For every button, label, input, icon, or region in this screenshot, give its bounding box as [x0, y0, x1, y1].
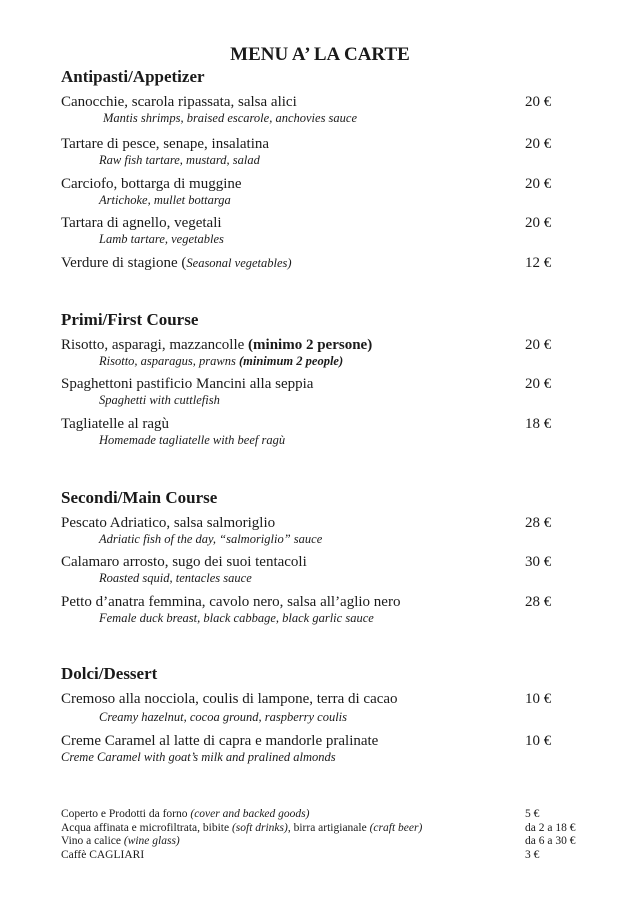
item-price: 18 € [525, 416, 552, 432]
item-price: 20 € [525, 176, 552, 192]
item-price: 10 € [525, 733, 552, 749]
menu-item [61, 93, 581, 126]
menu-item [61, 175, 581, 208]
item-price: 20 € [525, 376, 552, 392]
extras-price: da 2 a 18 € [525, 821, 576, 834]
item-price: 12 € [525, 255, 552, 271]
extras-list [61, 808, 581, 862]
min-persons-note: (minimo 2 persone) [248, 337, 373, 353]
item-name-it: Spaghettoni pastificio Mancini alla seppia [61, 376, 314, 392]
menu-item [61, 690, 581, 725]
item-name-en: Creme Caramel with goat’s milk and pralined almonds [61, 750, 336, 764]
item-price: 20 € [525, 94, 552, 110]
menu-item [61, 214, 581, 247]
menu-item [61, 375, 581, 408]
item-name-en: Mantis shrimps, braised escarole, anchovies sauce [103, 111, 358, 125]
item-name-it: Verdure di stagione (Seasonal vegetables) [61, 255, 292, 271]
item-price: 20 € [525, 337, 552, 353]
item-name-en-inline: Seasonal vegetables) [186, 256, 292, 270]
extras-row: Vino a calice (wine glass) da 6 a 30 € [61, 835, 576, 847]
item-price: 30 € [525, 554, 552, 570]
menu-item [61, 553, 581, 586]
min-people-note: (minimum 2 people) [238, 354, 344, 368]
section-title-secondi: Secondi/Main Course [61, 488, 218, 507]
item-price: 28 € [525, 594, 552, 610]
item-name-en: Raw fish tartare, mustard, salad [99, 153, 260, 167]
item-price: 20 € [525, 136, 552, 152]
extras-price: 5 € [525, 808, 540, 820]
item-name-en: Spaghetti with cuttlefish [99, 393, 220, 407]
item-name-en: Female duck breast, black cabbage, black garlic sauce [99, 611, 374, 625]
menu-item [61, 135, 581, 168]
extras-price: da 6 a 30 € [525, 835, 576, 847]
item-name-it: Petto d’anatra femmina, cavolo nero, salsa all’aglio nero [61, 594, 401, 610]
menu-item [61, 415, 581, 448]
extras-row: Acqua affinata e microfiltrata, bibite (soft drinks), birra artigianale (craft beer) da 2 a 18 € [61, 821, 576, 834]
extras-row: Coperto e Prodotti da forno (cover and backed goods) 5 € [61, 808, 540, 820]
extras-price: 3 € [525, 848, 540, 861]
item-name-it: Tartara di agnello, vegetali [61, 215, 222, 231]
item-name-it: Calamaro arrosto, sugo dei suoi tentacoli [61, 554, 307, 570]
item-name-it: Canocchie, scarola ripassata, salsa alici [61, 94, 297, 110]
item-name-en: Homemade tagliatelle with beef ragù [99, 433, 286, 447]
item-name-en: Roasted squid, tentacles sauce [99, 571, 252, 585]
item-name-en: Adriatic fish of the day, “salmoriglio” sauce [99, 532, 323, 546]
item-name-it: Tagliatelle al ragù [61, 416, 170, 432]
item-price: 28 € [525, 515, 552, 531]
item-name-it: Tartare di pesce, senape, insalatina [61, 136, 270, 152]
item-name-it: Risotto, asparagi, mazzancolle (minimo 2 persone) [61, 337, 373, 353]
item-name-en: Risotto, asparagus, prawns (minimum 2 people) [99, 354, 344, 368]
item-price: 20 € [525, 215, 552, 231]
menu-item [61, 514, 581, 547]
item-price: 10 € [525, 691, 552, 707]
section-title-dolci: Dolci/Dessert [61, 664, 158, 683]
item-name-it: Pescato Adriatico, salsa salmoriglio [61, 515, 276, 531]
section-title-primi: Primi/First Course [61, 310, 199, 329]
menu-item [61, 336, 581, 369]
menu-item [61, 732, 581, 765]
item-name-en: Creamy hazelnut, cocoa ground, raspberry coulis [99, 710, 348, 724]
menu-item [61, 593, 581, 626]
item-name-en: Artichoke, mullet bottarga [99, 193, 231, 207]
menu-item [61, 254, 581, 272]
section-title-antipasti: Antipasti/Appetizer [61, 67, 205, 86]
item-name-en: Lamb tartare, vegetables [99, 232, 224, 246]
extras-row: Caffè CAGLIARI 3 € [61, 848, 540, 861]
item-name-it: Creme Caramel al latte di capra e mandorle pralinate [61, 733, 379, 749]
item-name-it: Cremoso alla nocciola, coulis di lampone, terra di cacao [61, 691, 398, 707]
item-name-it: Carciofo, bottarga di muggine [61, 176, 242, 192]
page-title: MENU A’ LA CARTE [230, 44, 410, 65]
